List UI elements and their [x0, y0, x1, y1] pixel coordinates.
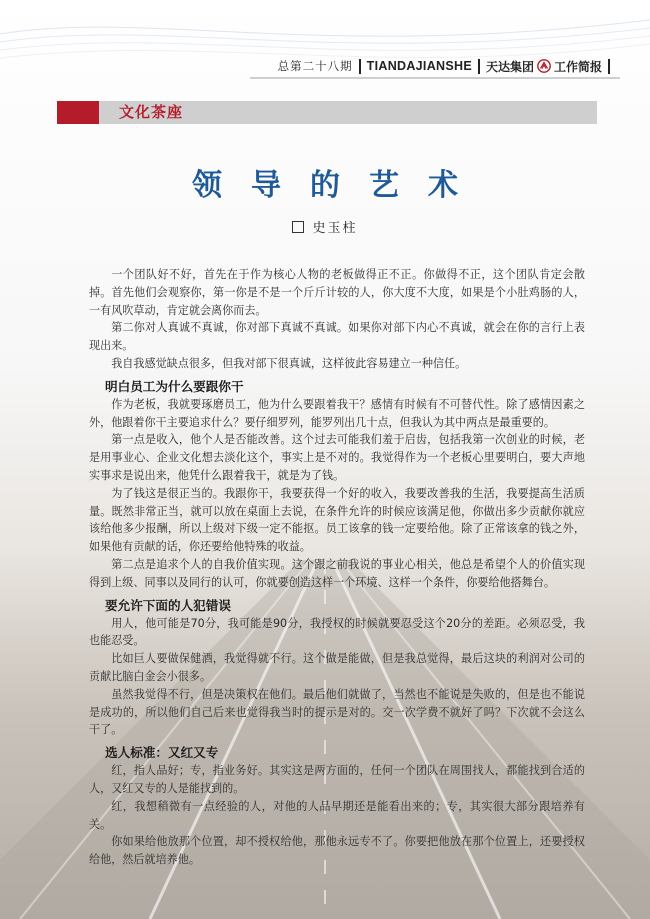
article-author [0, 217, 650, 236]
header-divider [359, 59, 361, 74]
paragraph: 第二你对人真诚不真诚，你对部下真诚不真诚。如果你对部下内心不真诚，就会在你的言行上表现出来。 [89, 321, 585, 353]
section-heading: 选人标准：又红又专 [105, 745, 219, 761]
article-body [89, 266, 585, 869]
paragraph: 第二点是追求个人的自我价值实现。这个跟之前我说的事业心相关，他总是希望个人的价值实现得到上级、同事以及同行的认可，你就要创造这样一个环境、这样一个条件，你要给他搭舞台。 [89, 557, 585, 589]
company-logo-icon [537, 59, 551, 73]
paragraph: 一个团队好不好，首先在于作为核心人物的老板做得正不正。你做得不正，这个团队肯定会散掉。首先他们会观察你，第一你是不是一个斤斤计较的人，你大度不大度，如果是个小肚鸡肠的人，一有风吹草动，肯定就会离你而去。 [89, 268, 585, 317]
author-name: 史玉柱 [312, 221, 358, 236]
section-marker [57, 101, 99, 124]
paragraph: 我自我感觉缺点很多，但我对部下很真诚，这样彼此容易建立一种信任。 [111, 356, 467, 370]
section-heading: 要允许下面的人犯错误 [105, 597, 231, 613]
section-bar [57, 101, 597, 124]
paragraph: 红，我想稍微有一点经验的人，对他的人品早期还是能看出来的；专，其实很大部分跟培养有关。 [89, 799, 585, 831]
header-divider [608, 59, 610, 74]
paragraph: 红，指人品好；专，指业务好。其实这是两方面的，任何一个团队在周围找人，都能找到合适的人，又红又专的人是能找到的。 [89, 764, 585, 795]
paragraph: 为了钱这是很正当的。我跟你干，我要获得一个好的收入，我要改善我的生活，我要提高生活质量。既然非常正当，就可以放在桌面上去说，在条件允许的时候应该满足他，你做出多少贡献你就应该给他多少报酬，所以上级对下级一定不能抠。员工该拿的钱一定要给他。除了正常该拿的钱之外，如果他有贡献的话，你还要给他特殊的收益。 [89, 486, 585, 554]
paragraph: 比如巨人要做保健酒，我觉得就不行。这个做是能做，但是我总觉得，最后这块的利润对公司的贡献比脑白金会小很多。 [89, 652, 585, 683]
page-header [278, 57, 616, 75]
paragraph: 作为老板，我就要琢磨员工，他为什么要跟着我干？感情有时候有不可替代性。除了感情因素之外，他跟着你干主要追求什么？要仔细罗列，能罗列出几十点，但我认为其中两点是最重要的。 [89, 397, 585, 429]
publication-name: 工作简报 [553, 59, 602, 74]
paragraph: 虽然我觉得不行，但是决策权在他们。最后他们就做了，当然也不能说是失败的，但是也不能说是成功的，所以他们自己后来也觉得我当时的提示是对的。交一次学费不就好了吗？下次就不会这么干了。 [89, 687, 585, 737]
header-divider [478, 59, 480, 74]
issue-number: 总第二十八期 [277, 59, 353, 73]
article-title: 领导的艺术 [192, 168, 487, 203]
section-label: 文化茶座 [119, 103, 184, 121]
section-heading: 明白员工为什么要跟你干 [105, 378, 244, 394]
group-name: 天达集团 [485, 59, 534, 74]
paragraph: 用人，他可能是70分，我可能是90分，我授权的时候就要忍受这个20分的差距。必须忍受，我也能忍受。 [89, 616, 585, 648]
paragraph: 你如果给他放那个位置，却不授权给他，那他永远专不了。你要把他放在那个位置上，还要授权给他，然后就培养他。 [89, 835, 585, 867]
paragraph: 第一点是收入，他个人是否能改善。这个过去可能我们羞于启齿，包括我第一次创业的时候，老是用事业心、企业文化想去淡化这个，事实上是不对的。我觉得作为一个老板心里要明白，要大声地实事求是说出来，他凭什么跟着我干，就是为了钱。 [89, 433, 585, 482]
author-box-icon [292, 221, 304, 233]
brand-name: TIANDAJIANSHE [366, 59, 472, 73]
